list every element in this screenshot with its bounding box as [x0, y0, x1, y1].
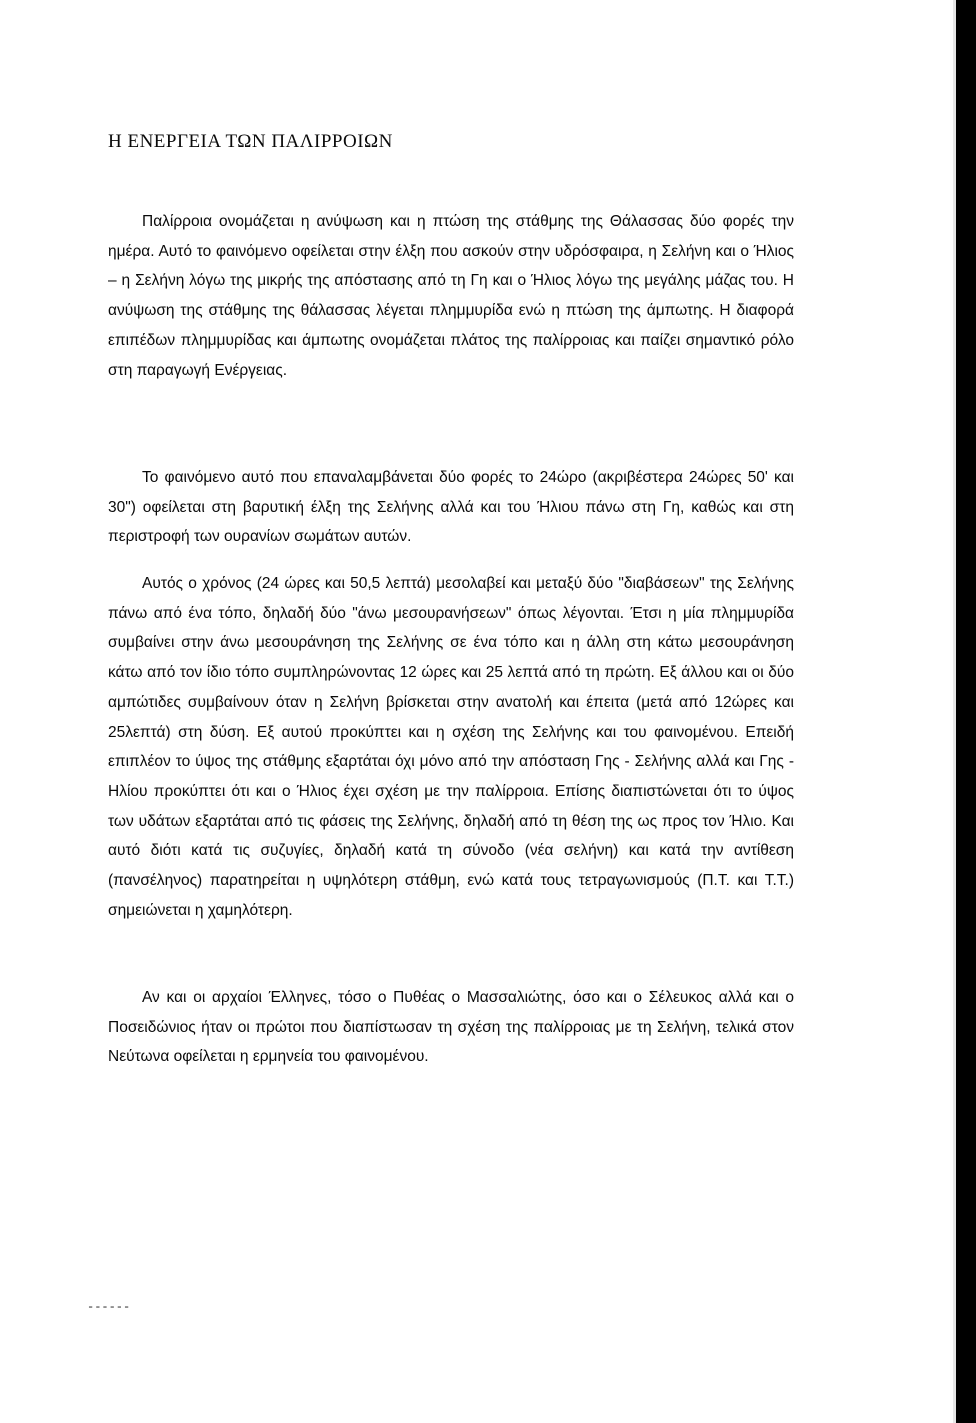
paragraph-cause: Το φαινόμενο αυτό που επαναλαμβάνεται δύο φορές το 24ώρο (ακριβέστερα 24ώρες 50' και 30") οφείλεται στη βαρυτική έλξη της Σελήνης αλλά και του Ήλιου πάνω στη Γη, καθώς και στη περιστροφή των ουρανίων σωμάτων αυτών. — [108, 469, 794, 546]
paragraph-definition: Παλίρροια ονομάζεται η ανύψωση και η πτώση της στάθμης της Θάλασσας δύο φορές την ημέρα. Αυτό το φαινόμενο οφείλεται στην έλξη που ασκούν στην υδρόσφαιρα, η Σελήνη και ο Ήλιος – η Σελήνη λόγω της μικρής της απόστασης από τη Γη και ο Ήλιος λόγω της μεγάλης μάζας του. Η ανύψωση της στάθμης της θάλασσας λέγεται πλημμυρίδα ενώ η πτώση της άμπωτης. Η διαφορά επιπέδων πλημμυρίδας και άμπωτης ονομάζεται πλάτος της παλίρροιας και παίζει σημαντικό ρόλο στη παραγωγή Ενέργειας. — [108, 213, 794, 379]
paragraph-lunar-cycle: Αυτός ο χρόνος (24 ώρες και 50,5 λεπτά) μεσολαβεί και μεταξύ δύο "διαβάσεων" της Σελήνης πάνω από ένα τόπο, δηλαδή δύο "άνω μεσουρανήσεων" όπως λέγονται. Έτσι η μία πλημμυρίδα συμβαίνει στην άνω μεσουράνηση της Σελήνης σε ένα τόπο και η άλλη στη κάτω μεσουράνηση κάτω από τον ίδιο τόπο συμπληρώνοντας 12 ώρες και 25 λεπτά από τη πρώτη. Εξ άλλου και οι δύο αμπώτιδες συμβαίνουν όταν η Σελήνη βρίσκεται στην ανατολή και έπειτα (μετά από 12ώρες και 25λεπτά) στη δύση. Εξ αυτού προκύπτει και η σχέση της Σελήνης και του φαινομένου. Επειδή επιπλέον το ύψος της στάθμης εξαρτάται όχι μόνο από την απόσταση Γης - Σελήνης αλλά και Γης - Ηλίου προκύπτει ότι και ο Ήλιος έχει σχέση με την παλίρροια. Επίσης διαπιστώνεται ότι το ύψος των υδάτων εξαρτάται από τις φάσεις της Σελήνης, δηλαδή από τη θέση της ως προς τον Ήλιο. Και αυτό διότι κατά τις συζυγίες, δηλαδή κατά τη σύνοδο (νέα σελήνη) και κατά την αντίθεση (πανσέληνος) παρατηρείται η υψηλότερη στάθμη, ενώ κατά τους τετραγωνισμούς (Π.Τ. και Τ.Τ.) σημειώνεται η χαμηλότερη. — [108, 575, 794, 919]
document-title: Η ΕΝΕΡΓΕΙΑ ΤΩΝ ΠΑΛΙΡΡΟΙΩΝ — [108, 131, 393, 152]
footnote-separator: ------ — [87, 1300, 131, 1314]
paragraph-history: Αν και οι αρχαίοι Έλληνες, τόσο ο Πυθέας ο Μασσαλιώτης, όσο και ο Σέλευκος αλλά και ο Ποσειδώνιος ήταν οι πρώτοι που διαπίστωσαν τη σχέση της παλίρροιας με τη Σελήνη, τελικά στον Νεύτωνα οφείλεται η ερμηνεία του φαινομένου. — [108, 989, 794, 1066]
scan-edge-border — [956, 0, 976, 1423]
